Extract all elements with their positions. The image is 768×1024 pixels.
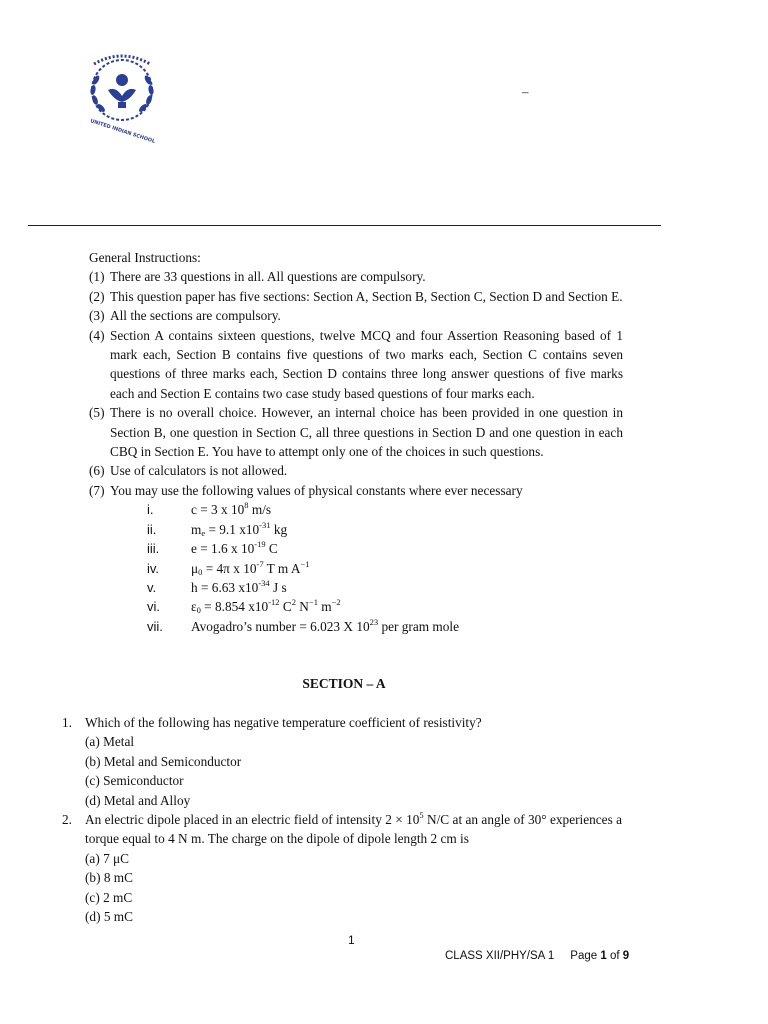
page-current: 1 bbox=[600, 950, 607, 962]
question: 1. Which of the following has negative temperature coefficient of resistivity? bbox=[62, 715, 482, 730]
question: 2. An electric dipole placed in an electric field of intensity $2 \times 10^5$ N/C at an angle of 30° experiences a torque equal to 4 N m. The charge on the dipole of dipole length 2 cm is bbox=[62, 810, 623, 847]
section-title: SECTION – A bbox=[302, 676, 386, 691]
question-option: (a) 7 μC bbox=[85, 850, 130, 866]
instruction-item: (6) Use of calculators is not allowed. bbox=[89, 463, 288, 479]
page-number: 1 bbox=[348, 933, 355, 947]
constant-item: ii. $m_e = 9.1$ $x10^{-31}$ kg bbox=[147, 519, 288, 538]
question-option: (d) 5 mC bbox=[85, 909, 134, 925]
question-option: (a) Metal bbox=[85, 734, 135, 750]
header-rule bbox=[28, 225, 661, 226]
question-option: (d) Metal and Alloy bbox=[85, 792, 191, 808]
general-instructions bbox=[89, 248, 623, 636]
constant-item: v. h = 6.63 $x10^{-34}$ J s bbox=[147, 577, 287, 595]
instruction-item: (1) There are 33 questions in all. All questions are compulsory. bbox=[89, 269, 426, 285]
page-label: Page bbox=[570, 950, 598, 962]
questions-list bbox=[62, 713, 622, 926]
school-logo bbox=[72, 50, 172, 145]
instructions-heading: General Instructions: bbox=[89, 250, 201, 265]
question-option: (b) 8 mC bbox=[85, 870, 134, 886]
constant-item: i. c = 3 x $10^8$ m/s bbox=[147, 500, 272, 518]
instruction-item: (3) All the sections are compulsory. bbox=[89, 308, 281, 324]
instruction-item: (7) You may use the following values of physical constants where ever necessary bbox=[89, 482, 523, 498]
question-option: (c) 2 mC bbox=[85, 889, 133, 905]
constant-item: iii. e = 1.6 x $10^{-19}$ C bbox=[147, 539, 278, 557]
instruction-item: (5) There is no overall choice. However, an internal choice has been provided in one question in Section B, one question in Section C, all three questions in Section D and one question in each CBQ in Section E. You have to attempt only one of the choices in such questions. bbox=[89, 405, 623, 460]
header-dash: – bbox=[522, 84, 529, 99]
page-footer bbox=[445, 950, 629, 962]
constant-item: iv. $\mu_0 = 4\pi$ x $10^{-7}$ T m $A^{-1}$ bbox=[147, 558, 310, 577]
constants-list bbox=[147, 500, 623, 636]
of-label: of bbox=[609, 950, 620, 962]
constant-item: vi. $\varepsilon_0 = 8.854$ $x10^{-12}$ $C^2$ $N^{-1}$ $m^{-2}$ bbox=[147, 597, 341, 616]
constant-item: vii. Avogadro’s number = 6.023 X $10^{23}$ per gram mole bbox=[147, 616, 459, 634]
instruction-item: (2) This question paper has five sections: Section A, Section B, Section C, Section D and Section E. bbox=[89, 288, 623, 304]
question-option: (b) Metal and Semiconductor bbox=[85, 753, 242, 769]
question-option: (c) Semiconductor bbox=[85, 773, 184, 789]
page-total: 9 bbox=[622, 950, 630, 962]
paper-code: CLASS XII/PHY/SA 1 bbox=[445, 950, 555, 962]
instruction-item: (4) Section A contains sixteen questions, twelve MCQ and four Assertion Reasoning based of 1 mark each, Section B contains five questions of two marks each, Section C contains seven questions of three marks each, Section D contains three long answer questions of five marks each and Section E contains two case study based questions of four marks each. bbox=[89, 327, 623, 401]
svg-text:UNITED INDIAN SCHOOL: UNITED INDIAN SCHOOL bbox=[89, 118, 156, 145]
